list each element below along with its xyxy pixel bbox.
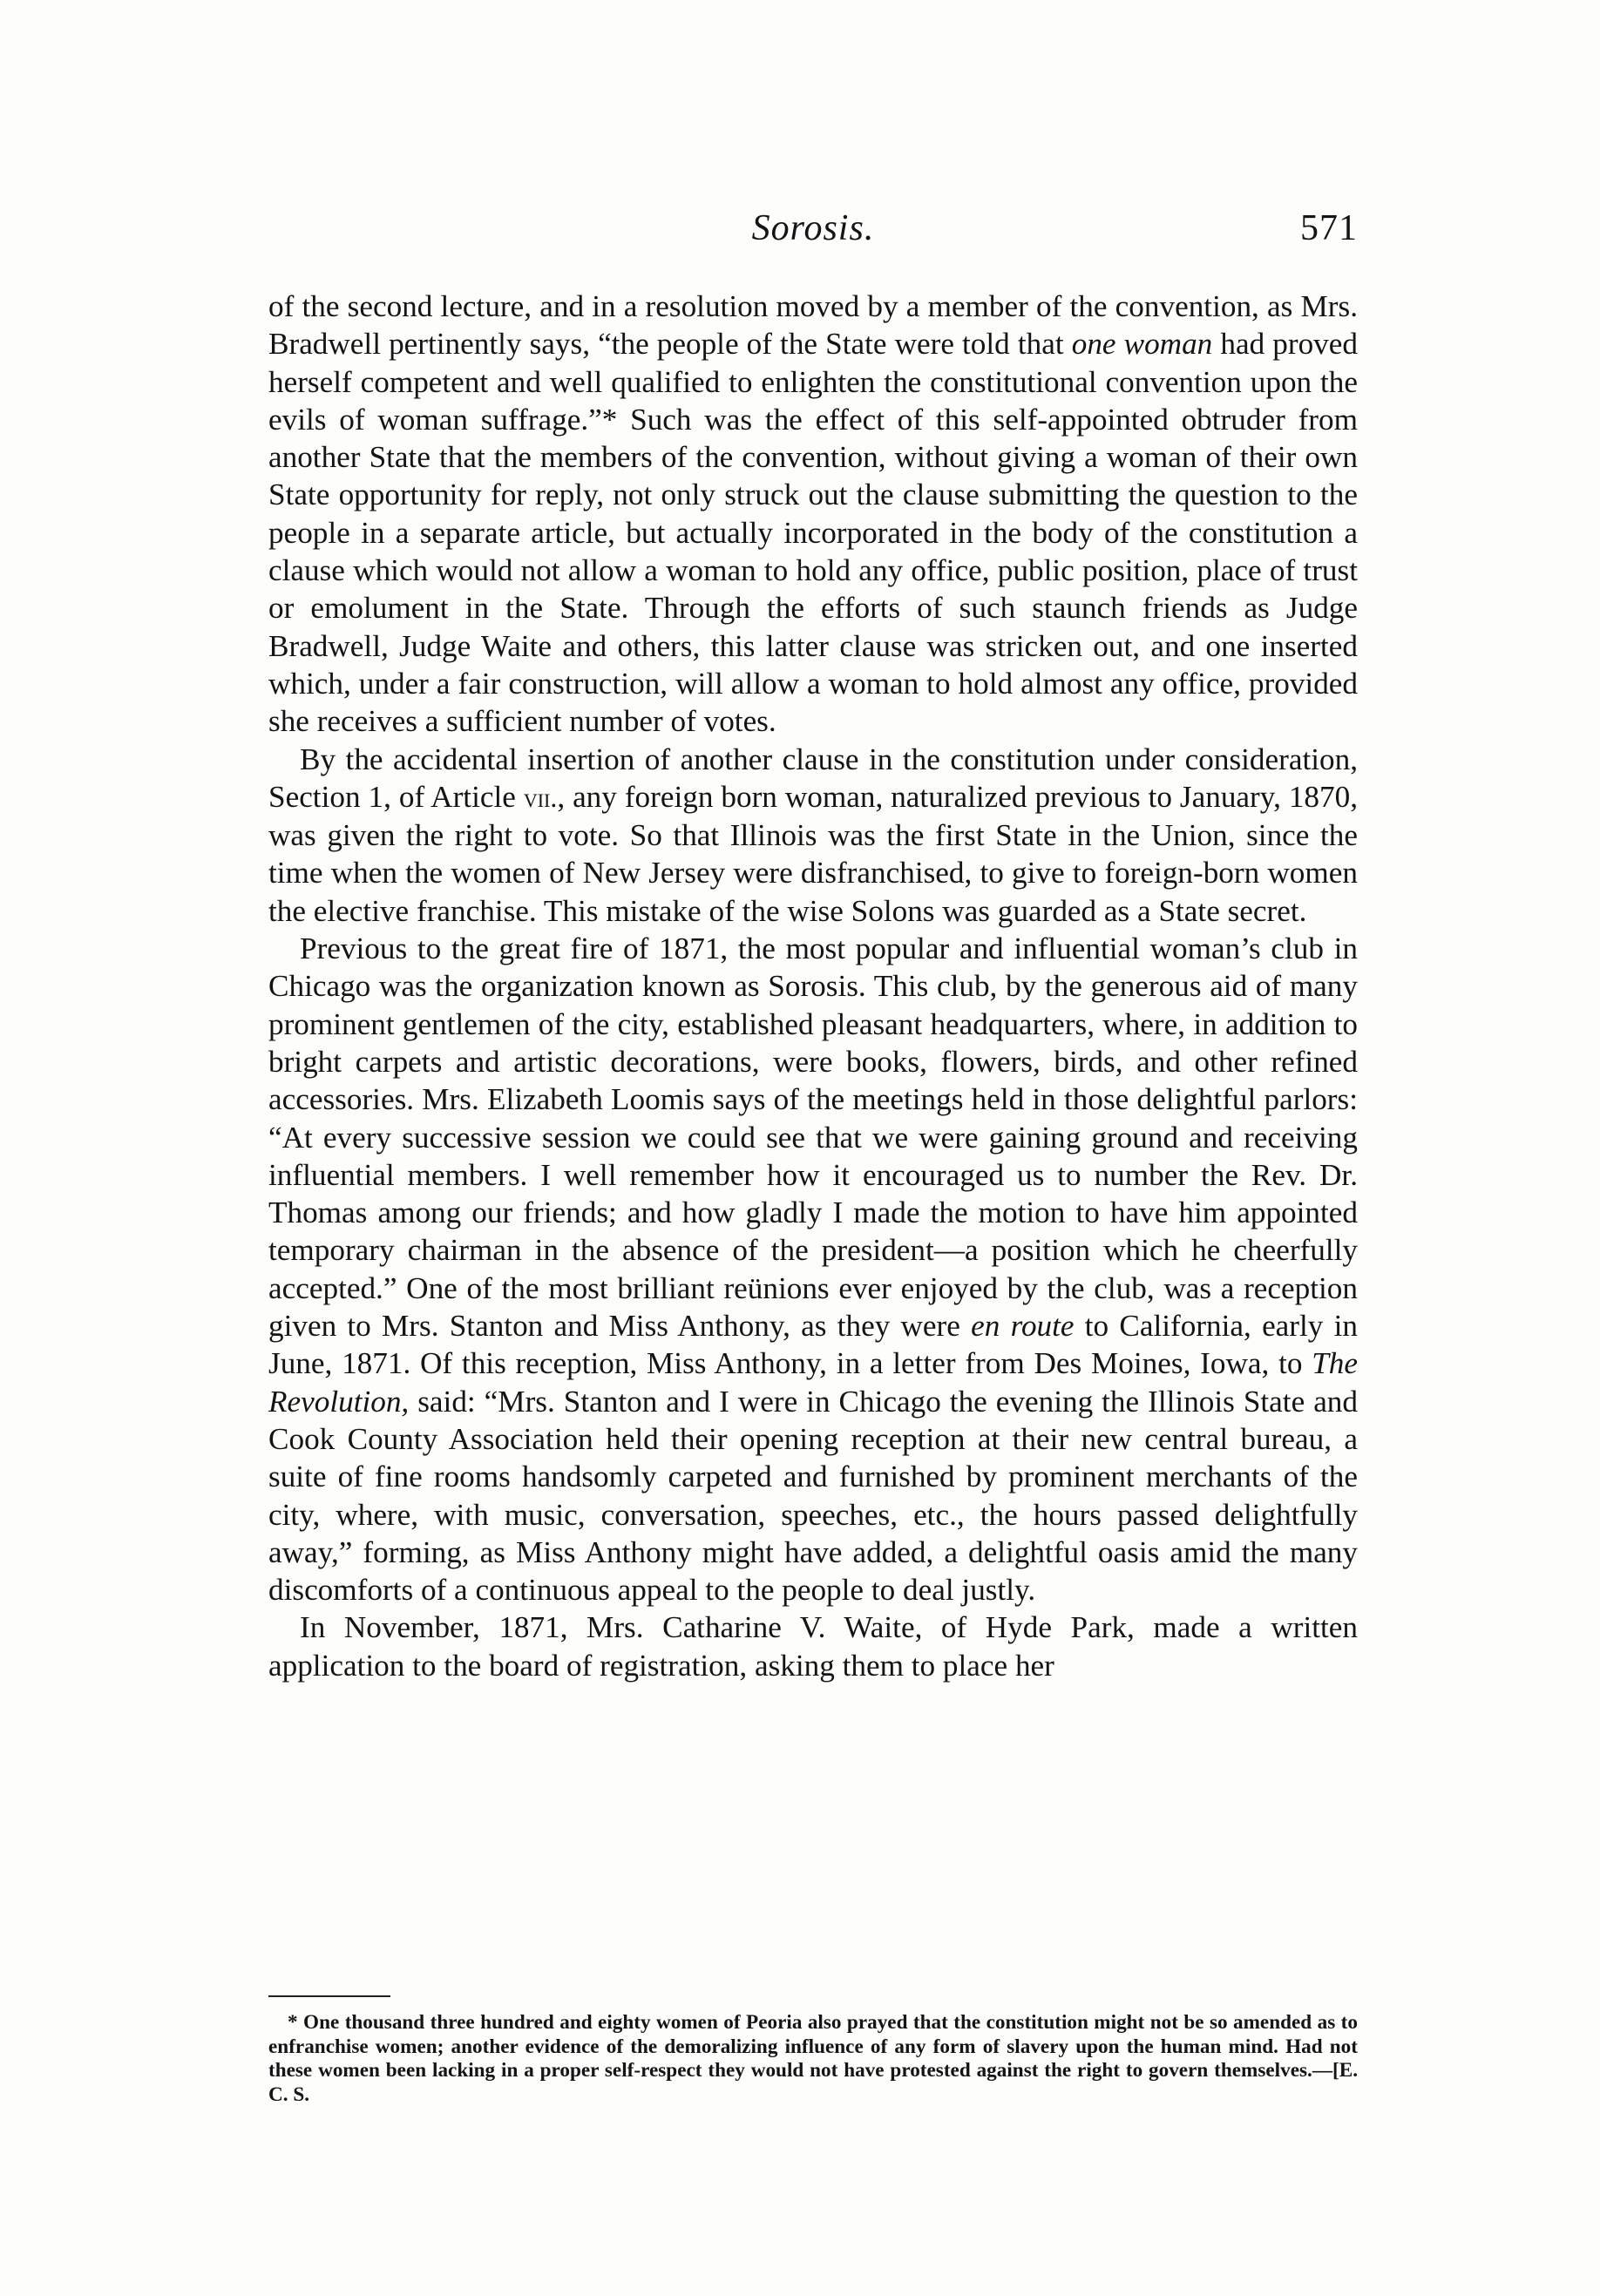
text-run: By the accidental insertion of another clause in the constitution under consideration, Section 1, of Article (268, 742, 1358, 814)
body-text (268, 288, 1358, 1684)
footnote-paragraph (268, 2011, 1358, 2107)
page-header (268, 207, 1358, 260)
footnote-mark: * (288, 2011, 298, 2034)
footnote-text: One thousand three hundred and eighty women of Peoria also prayed that the constitution might not be so amended as to enfranchise women; another evidence of the demoralizing influence of any form of slavery upon the human mind. Had not these women been lacking in a proper self-respect they would not have protested against the right to govern themselves.—[E. C. S. (268, 2011, 1359, 2106)
italic-text: en route (971, 1309, 1075, 1344)
italic-text: one woman (1071, 327, 1213, 362)
page-number: 571 (1300, 208, 1358, 248)
text-run: to California, early in June, 1871. Of this reception, Miss Anthony, in a letter from Des Moines, Iowa, to (268, 1309, 1358, 1381)
text-run: In November, 1871, Mrs. Catharine V. Waite, of Hyde Park, made a written application to the board of registration, asking them to place her (268, 1610, 1358, 1683)
paragraph (268, 930, 1358, 1609)
text-run: said: “Mrs. Stanton and I were in Chicago the evening the Illinois State and Cook County Association held their opening reception at their new central bureau, a suite of fine rooms handsomly carpeted and furnished by prominent merchants of the city, where, with music, conversation, speeches, etc., the hours passed delightfully away,” forming, as Miss Anthony might have added, a delightful oasis amid the many discomforts of a continuous appeal to the people to deal justly. (268, 1384, 1358, 1608)
paragraph (268, 741, 1358, 930)
text-run: , any foreign born woman, naturalized previous to January, 1870, was given the right to vote. So that Illinois was the first State in the Union, since the time when the women of New Jersey were disfranchised, to give to foreign-born women the elective franchise. This mistake of the wise Solons was guarded as a State secret. (268, 779, 1359, 928)
text-run: had proved herself competent and well qualified to enlighten the constitutional convention upon the evils of woman suffrage.”* Such was the effect of this self-appointed obtruder from another State that the members of the convention, without giving a woman of their own State opportunity for reply, not only struck out the clause submitting the question to the people in a separate article, but actually incorporated in the body of the constitution a clause which would not allow a woman to hold any office, public position, place of trust or emolument in the State. Through the efforts of such staunch friends as Judge Bradwell, Judge Waite and others, this latter clause was stricken out, and one inserted which, under a fair construction, will allow a woman to hold almost any office, provided she receives a sufficient number of votes. (268, 327, 1358, 739)
text-run: of the second lecture, and in a resolution moved by a member of the convention, as Mrs. Bradwell pertinently says, “the people of the State were told that (268, 289, 1358, 362)
italic-text: The Revolution, (268, 1346, 1358, 1419)
running-title: Sorosis. (751, 208, 875, 248)
footnote-rule (268, 1995, 390, 1997)
paragraph (268, 288, 1358, 741)
paragraph (268, 1609, 1358, 1684)
small-caps-text: vii. (523, 782, 558, 813)
text-run: Previous to the great fire of 1871, the most popular and influential woman’s club in Chicago was the organization known as Sorosis. This club, by the generous aid of many prominent gentlemen of the city, established pleasant headquarters, where, in addition to bright carpets and artistic decorations, were books, flowers, birds, and other refined accessories. Mrs. Elizabeth Loomis says of the meetings held in those delightful parlors: “At every successive session we could see that we were gaining ground and receiving influential members. I well remember how it encouraged us to number the Rev. Dr. Thomas among our friends; and how gladly I made the motion to have him appointed temporary chairman in the absence of the president—a position which he cheerfully accepted.” One of the most brilliant reünions ever enjoyed by the club, was a reception given to Mrs. Stanton and Miss Anthony, as they were (268, 931, 1358, 1344)
footnote (268, 2011, 1358, 2107)
